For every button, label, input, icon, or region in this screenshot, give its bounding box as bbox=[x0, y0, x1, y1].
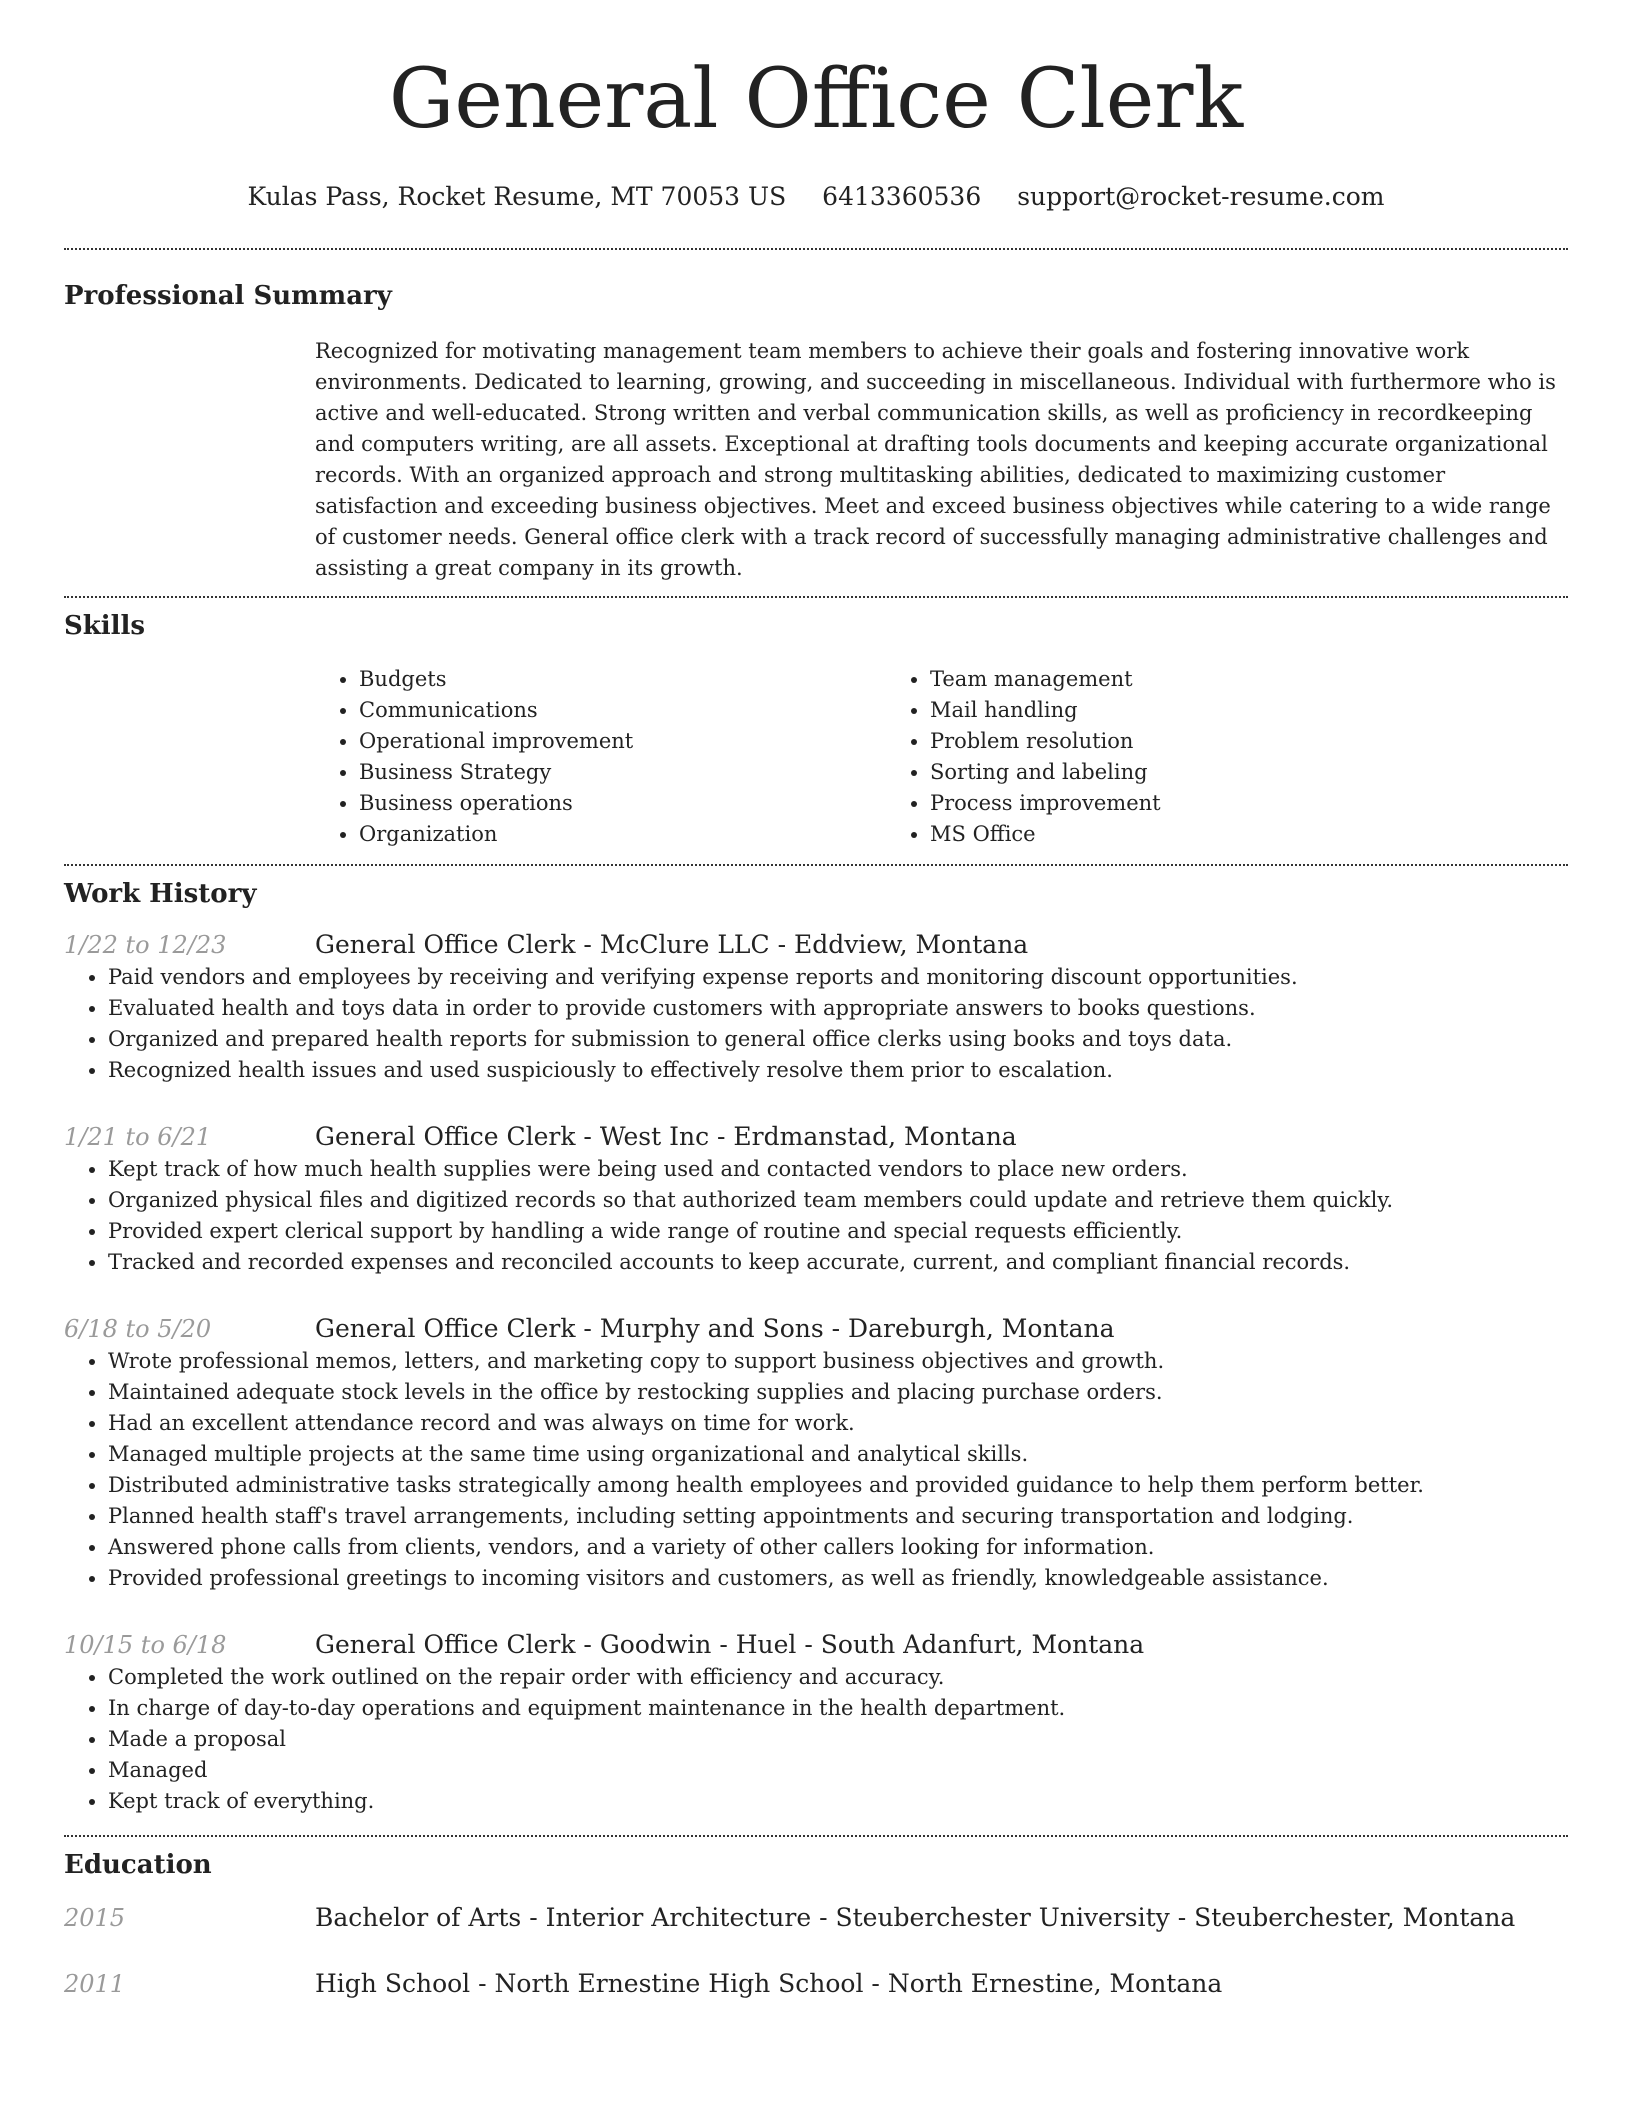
job-header bbox=[64, 1312, 1568, 1346]
job-entry bbox=[64, 1120, 1568, 1278]
job-bullet: • Managed multiple projects at the same time using organizational and analytical skills. bbox=[108, 1439, 1568, 1470]
skill-item: • Organization bbox=[359, 819, 886, 850]
summary-text: Recognized for motivating management team members to achieve their goals and fostering innovative work environments. Dedicated to learning, growing, and succeeding in miscellaneous. Individual with furthermore who is active and well-educated. Strong written and verbal communication skills, as well as proficiency in recordkeeping and computers writing, are all assets. Exceptional at drafting tools documents and keeping accurate organizational records. With an organized approach and strong multitasking abilities, dedicated to maximizing customer satisfaction and exceeding business objectives. Meet and exceed business objectives while catering to a wide range of customer needs. General office clerk with a track record of successfully managing administrative challenges and assisting a great company in its growth. bbox=[315, 339, 1556, 580]
contact-address: Kulas Pass, Rocket Resume, MT 70053 US bbox=[247, 182, 787, 211]
job-entry bbox=[64, 1312, 1568, 1594]
contact-email: support@rocket-resume.com bbox=[1017, 182, 1385, 211]
education-section bbox=[64, 1837, 1568, 2001]
job-bullet: • Organized physical files and digitized records so that authorized team members could update and retrieve them quickly. bbox=[108, 1185, 1568, 1216]
summary-section bbox=[64, 250, 1568, 584]
contact-line bbox=[64, 180, 1568, 214]
skills-list-right bbox=[886, 664, 1457, 850]
skill-item: • Operational improvement bbox=[359, 726, 886, 757]
job-bullet: • Had an excellent attendance record and was always on time for work. bbox=[108, 1408, 1568, 1439]
candidate-name: General Office Clerk bbox=[388, 52, 1244, 147]
job-bullets bbox=[64, 1346, 1568, 1594]
education-detail: Bachelor of Arts - Interior Architecture - Steuberchester University - Steuberchester, Montana bbox=[315, 1903, 1516, 1932]
job-header bbox=[64, 1120, 1568, 1154]
job-bullets bbox=[64, 1154, 1568, 1278]
education-date: 2015 bbox=[64, 1904, 126, 1932]
job-bullet: • Provided professional greetings to incoming visitors and customers, as well as friendly, knowledgeable assistance. bbox=[108, 1563, 1568, 1594]
job-title: General Office Clerk - Goodwin - Huel - South Adanfurt, Montana bbox=[315, 1630, 1145, 1659]
job-bullet: • Kept track of how much health supplies were being used and contacted vendors to place new orders. bbox=[108, 1154, 1568, 1185]
resume-header bbox=[64, 0, 1568, 214]
job-entry bbox=[64, 1628, 1568, 1817]
skill-item: • Problem resolution bbox=[930, 726, 1457, 757]
skill-item: • Budgets bbox=[359, 664, 886, 695]
job-bullet: • Kept track of everything. bbox=[108, 1786, 1568, 1817]
skills-columns bbox=[315, 664, 1568, 850]
skill-item: • Mail handling bbox=[930, 695, 1457, 726]
job-bullet: • Organized and prepared health reports for submission to general office clerks using books and toys data. bbox=[108, 1024, 1568, 1055]
job-bullets bbox=[64, 1662, 1568, 1817]
education-detail: High School - North Ernestine High School - North Ernestine, Montana bbox=[315, 1969, 1223, 1998]
skill-item: • MS Office bbox=[930, 819, 1457, 850]
job-title: General Office Clerk - McClure LLC - Eddview, Montana bbox=[315, 930, 1029, 959]
job-title: General Office Clerk - Murphy and Sons - Dareburgh, Montana bbox=[315, 1314, 1115, 1343]
job-bullets bbox=[64, 962, 1568, 1086]
skill-item: • Process improvement bbox=[930, 788, 1457, 819]
job-bullet: • Managed bbox=[108, 1755, 1568, 1786]
skills-list-left bbox=[315, 664, 886, 850]
job-bullet: • Provided expert clerical support by handling a wide range of routine and special requests efficiently. bbox=[108, 1216, 1568, 1247]
skill-item: • Business operations bbox=[359, 788, 886, 819]
job-header bbox=[64, 1628, 1568, 1662]
job-bullet: • Planned health staff's travel arrangements, including setting appointments and securing transportation and lodging. bbox=[108, 1501, 1568, 1532]
education-entry bbox=[64, 1967, 1568, 2001]
section-title-education: Education bbox=[64, 1850, 212, 1880]
job-date: 10/15 to 6/18 bbox=[64, 1631, 227, 1659]
section-title-work-history: Work History bbox=[64, 879, 257, 909]
work-history-section bbox=[64, 866, 1568, 1817]
job-bullet: • Recognized health issues and used suspiciously to effectively resolve them prior to escalation. bbox=[108, 1055, 1568, 1086]
job-bullet: • Answered phone calls from clients, vendors, and a variety of other callers looking for information. bbox=[108, 1532, 1568, 1563]
job-date: 1/22 to 12/23 bbox=[64, 931, 227, 959]
job-bullet: • In charge of day-to-day operations and equipment maintenance in the health department. bbox=[108, 1693, 1568, 1724]
job-bullet: • Paid vendors and employees by receiving and verifying expense reports and monitoring discount opportunities. bbox=[108, 962, 1568, 993]
section-title-summary: Professional Summary bbox=[64, 281, 392, 311]
job-bullet: • Completed the work outlined on the repair order with efficiency and accuracy. bbox=[108, 1662, 1568, 1693]
job-bullet: • Evaluated health and toys data in order to provide customers with appropriate answers to books questions. bbox=[108, 993, 1568, 1024]
job-header bbox=[64, 928, 1568, 962]
job-bullet: • Tracked and recorded expenses and reconciled accounts to keep accurate, current, and compliant financial records. bbox=[108, 1247, 1568, 1278]
education-entry bbox=[64, 1901, 1568, 1935]
job-title: General Office Clerk - West Inc - Erdmanstad, Montana bbox=[315, 1122, 1017, 1151]
education-date: 2011 bbox=[64, 1970, 126, 1998]
job-date: 1/21 to 6/21 bbox=[64, 1123, 212, 1151]
section-title-skills: Skills bbox=[64, 611, 146, 641]
job-entry bbox=[64, 928, 1568, 1086]
skill-item: • Communications bbox=[359, 695, 886, 726]
job-bullet: • Wrote professional memos, letters, and marketing copy to support business objectives and growth. bbox=[108, 1346, 1568, 1377]
skill-item: • Sorting and labeling bbox=[930, 757, 1457, 788]
skills-section bbox=[64, 598, 1568, 850]
skill-item: • Team management bbox=[930, 664, 1457, 695]
contact-phone: 6413360536 bbox=[822, 182, 982, 211]
skill-item: • Business Strategy bbox=[359, 757, 886, 788]
job-bullet: • Made a proposal bbox=[108, 1724, 1568, 1755]
job-bullet: • Distributed administrative tasks strategically among health employees and provided guidance to help them perform better. bbox=[108, 1470, 1568, 1501]
job-date: 6/18 to 5/20 bbox=[64, 1315, 212, 1343]
job-bullet: • Maintained adequate stock levels in the office by restocking supplies and placing purchase orders. bbox=[108, 1377, 1568, 1408]
